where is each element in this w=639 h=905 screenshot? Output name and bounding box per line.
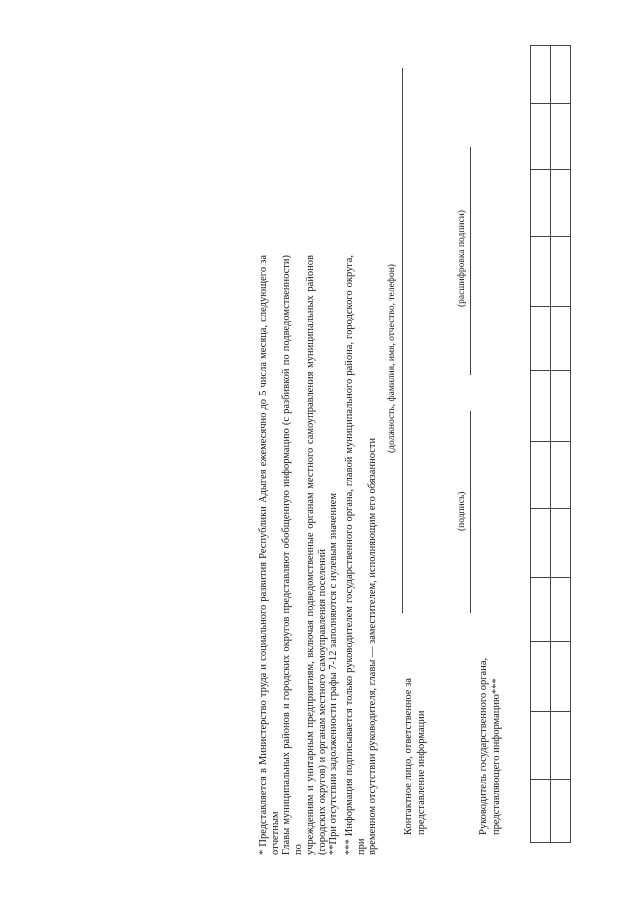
table-cell [551,46,571,104]
table-row [531,46,551,843]
table-cell [531,442,551,509]
table-cell [551,578,571,642]
contact-label-line2: представление информации [416,710,427,835]
head-label-line2: представляющего информацию*** [491,678,502,835]
decoding-line [470,147,471,375]
footnotes [258,255,379,855]
table-cell [531,642,551,712]
contact-caption: (должность, фамилия, имя, отчество, телефон) [387,264,397,453]
note-2-line2: учреждениям и унитарным предприятиям, включая подведомственные органам местного самоуправления муниципальных районов [304,255,316,855]
table-cell [551,170,571,237]
table-cell [531,712,551,780]
table-cell [551,371,571,442]
contact-label-line1: Контактное лицо, ответственное за [403,677,414,835]
table-cell [531,371,551,442]
note-1-line1: * Представляется в Министерство труда и социального развития Республики Адыгея ежемесячно до 5 числа месяца, следующего за [258,255,269,855]
table-row [551,46,571,843]
signature-line [470,411,471,613]
table-cell [551,104,571,170]
note-4-line2: временном отсутствии руководителя, главы — заместителем, исполняющим его обязанности [367,437,379,855]
note-3: **При отсутствии задолженности графы 7-12 заполняются с нулевым значением [328,492,340,855]
table-cell [531,46,551,104]
table-cell [531,170,551,237]
table-cell [531,237,551,307]
report-table [530,45,571,843]
decoding-caption: (расшифровка подписи) [457,210,467,307]
signature-caption: (подпись) [457,491,467,531]
table-cell [531,307,551,371]
table-cell [531,780,551,843]
table-cell [531,578,551,642]
table-cell [551,442,571,509]
note-4-line1: *** Информация подписывается только руководителем государственного органа, главой муниципального района, городского округа, при [343,255,367,855]
table-cell [551,712,571,780]
table-cell [551,307,571,371]
note-2-line1: Главы муниципальных районов и городских округов представляют обобщенную информацию (с разбивкой по подведомственности) по [281,255,305,855]
note-1-line2: отчетным [269,811,281,855]
table-cell [551,780,571,843]
table-cell [551,237,571,307]
table-cell [551,509,571,578]
head-label-line1: Руководитель государственного органа, [478,657,489,835]
table-cell [531,104,551,170]
contact-line [402,68,403,613]
table-cell [531,509,551,578]
note-2-line3: (городских округов) и органам местного самоуправления поселений [316,548,328,855]
table-cell [551,642,571,712]
report-table-body [531,46,571,843]
